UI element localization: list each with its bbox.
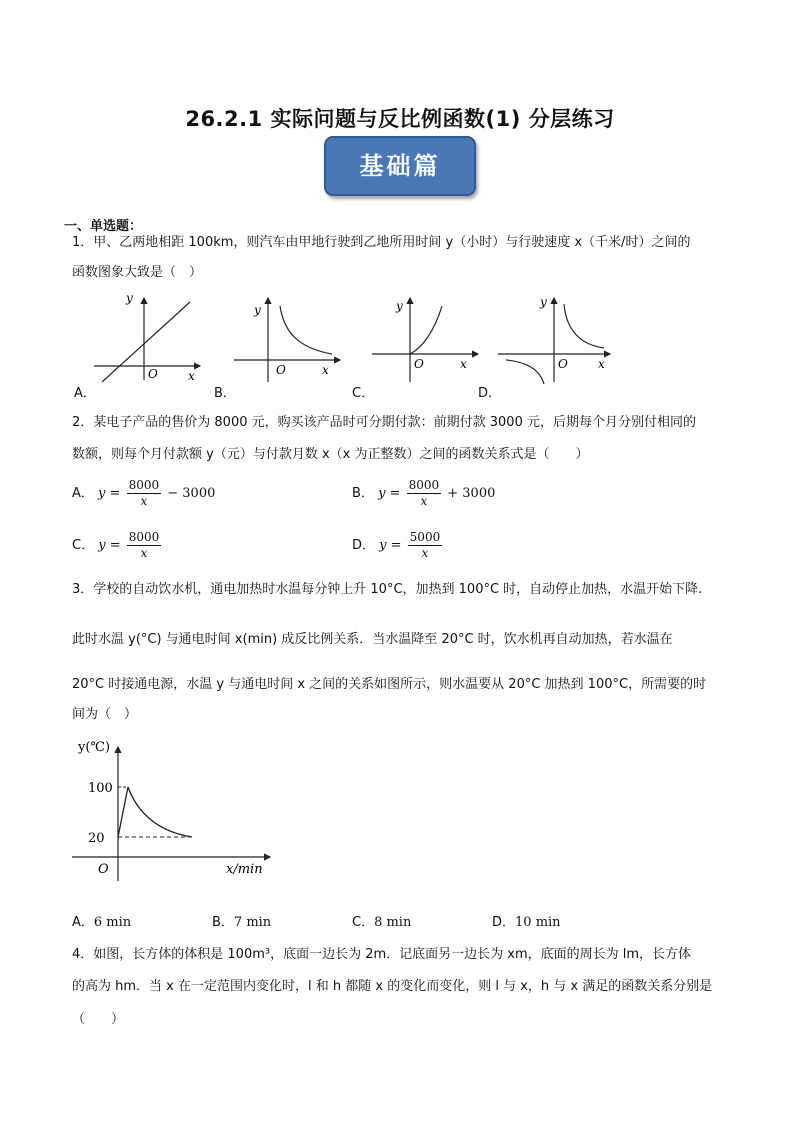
q3-graph: [70, 735, 280, 885]
svg-text:y: y: [396, 299, 403, 313]
svg-text:O: O: [276, 363, 286, 377]
q2-text-line1: 2．某电子产品的售价为 8000 元，购买该产品时可分期付款：前期付款 3000 元，后期每个月分别付相同的: [72, 415, 696, 430]
q3-tick-100: 100: [88, 781, 113, 796]
q4-text-line2: 的高为 hm．当 x 在一定范围内变化时，l 和 h 都随 x 的变化而变化，则 l 与 x，h 与 x 满足的函数关系分别是: [72, 979, 713, 994]
q1-option-a-label: A．: [74, 386, 96, 401]
q1-option-c-label: C．: [352, 386, 375, 401]
q3-option-d[interactable]: D．10 min: [492, 915, 561, 930]
q1a-origin: O: [148, 367, 158, 381]
svg-text:y: y: [254, 303, 261, 317]
q1-option-b-label: B．: [214, 386, 236, 401]
q2-option-a[interactable]: A． y = $\frac{8000}{x}$ − 3000: [72, 478, 216, 508]
q1-graph-c: [366, 292, 486, 384]
q2-option-c[interactable]: C． y = $\frac{8000}{x}$: [72, 530, 160, 560]
q3-x-label: x/min: [226, 862, 263, 877]
svg-text:O: O: [414, 357, 424, 371]
svg-text:x: x: [322, 363, 329, 377]
q4-text-line1: 4．如图，长方体的体积是 100m³，底面一边长为 2m．记底面另一边长为 xm，底面的周长为 lm，长方体: [72, 947, 692, 962]
svg-text:x: x: [598, 357, 605, 371]
q1-text-line2: 函数图象大致是（ ）: [72, 265, 203, 280]
q3-tick-20: 20: [88, 831, 105, 846]
svg-text:x: x: [460, 357, 467, 371]
svg-text:O: O: [558, 357, 568, 371]
q3-text-line2: 此时水温 y(°C) 与通电时间 x(min) 成反比例关系．当水温降至 20°C 时，饮水机再自动加热，若水温在: [72, 632, 673, 647]
svg-text:y: y: [540, 295, 547, 309]
q3-text-line3: 20°C 时接通电源，水温 y 与通电时间 x 之间的关系如图所示，则水温要从 20°C 加热到 100°C，所需要的时: [72, 677, 707, 692]
page-title: 26.2.1 实际问题与反比例函数(1) 分层练习: [185, 107, 615, 131]
q3-text-line1: 3．学校的自动饮水机，通电加热时水温每分钟上升 10°C，加热到 100°C 时，自动停止加热，水温开始下降.: [72, 582, 703, 597]
q1a-x-label: x: [188, 369, 195, 383]
q3-origin: O: [98, 862, 109, 877]
q1-option-d-label: D．: [478, 386, 502, 401]
q4-text-line3: （ ）: [72, 1012, 125, 1027]
level-badge: 基础篇: [324, 136, 476, 196]
q3-option-a[interactable]: A．6 min: [72, 915, 132, 930]
q1-graph-d: [494, 292, 616, 384]
q2-text-line2: 数额，则每个月付款额 y（元）与付款月数 x（x 为正整数）之间的函数关系式是（ ）: [72, 447, 589, 462]
q3-option-b[interactable]: B．7 min: [212, 915, 272, 930]
q3-y-label: y(℃): [78, 740, 111, 755]
q1a-y-label: y: [126, 292, 133, 305]
q1-text-line1: 1．甲、乙两地相距 100km，则汽车由甲地行驶到乙地所用时间 y（小时）与行驶速度 x（千米/时）之间的: [72, 235, 691, 250]
q1-graph-a: [88, 292, 208, 384]
q2-option-d[interactable]: D． y = $\frac{5000}{x}$: [352, 530, 441, 560]
section-heading: 一、单选题：: [64, 219, 143, 234]
q1-graph-b: [228, 292, 348, 384]
q3-option-c[interactable]: C．8 min: [352, 915, 412, 930]
q2-option-b[interactable]: B． y = $\frac{8000}{x}$ + 3000: [352, 478, 496, 508]
q3-text-line4: 间为（ ）: [72, 707, 138, 722]
